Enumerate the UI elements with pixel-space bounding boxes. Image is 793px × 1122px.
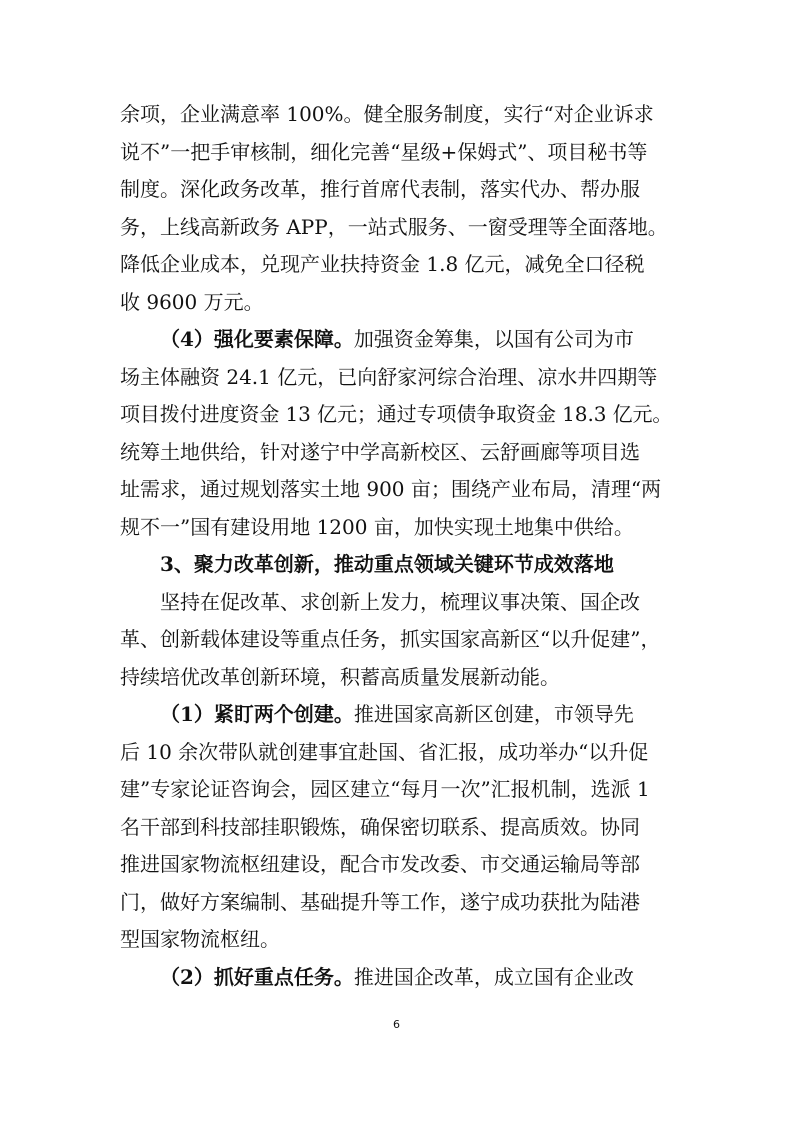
text-line [120,846,672,884]
text-line [120,171,672,209]
line-text: 型国家物流枢纽。 [120,927,280,951]
text-line [120,809,672,847]
text-line [120,284,672,322]
line-text: 加强资金筹集，以国有公司为市 [353,327,634,351]
line-text: 收 9600 万元。 [120,289,264,314]
text-line [120,434,672,472]
line-text: 坚持在促改革、求创新上发力，梳理议事决策、国企改 [160,589,640,614]
text-line [120,471,672,509]
text-line [120,246,672,284]
line-text: 项目拨付进度资金 13 亿元；通过专项债争取资金 18.3 亿元。 [120,402,673,426]
text-line [120,509,672,547]
line-text: 推进国家高新区创建，市领导先 [353,702,634,726]
line-text: 革、创新载体建设等重点任务，抓实国家高新区“以升促建”， [120,627,661,651]
text-line [120,621,672,659]
line-text: 推进国企改革，成立国有企业改 [353,964,634,989]
line-text: 场主体融资 24.1 亿元，已向舒家河综合治理、凉水井四期等 [120,364,658,389]
line-text: 余项，企业满意率 100%。健全服务制度，实行“对企业诉求 [120,102,654,126]
line-text: 规不一”国有建设用地 1200 亩，加快实现土地集中供给。 [120,514,634,539]
line-text: 制度。深化政务改革，推行首席代表制，落实代办、帮办服 [120,177,640,201]
text-line [120,584,672,622]
line-text: 降低企业成本，兑现产业扶持资金 1.8 亿元，减免全口径税 [120,252,645,276]
text-line [120,396,672,434]
line-text: 名干部到科技部挂职锻炼，确保密切联系、提高质效。协同 [120,814,640,839]
line-text: 址需求，通过规划落实土地 900 亩；围绕产业布局，清理“两 [120,477,662,501]
line-text: 建”专家论证咨询会，园区建立“每月一次”汇报机制，选派 1 [120,777,650,801]
text-line [120,884,672,922]
text-line [120,959,672,997]
line-text: 说不”一把手审核制，细化完善“星级+保姆式”、项目秘书等 [120,139,648,164]
text-line [120,134,672,172]
line-text: 后 10 余次带队就创建事宜赴国、省汇报，成功举办“以升促 [120,739,649,764]
paragraph-lead: （4）强化要素保障。 [160,327,354,351]
page-number: 6 [393,1018,400,1031]
text-line [120,321,672,359]
text-line [120,96,672,134]
text-line [120,209,672,247]
paragraph-lead: （2）抓好重点任务。 [160,964,354,989]
text-line [120,359,672,397]
paragraph-lead: （1）紧盯两个创建。 [160,702,354,726]
line-text: 3、聚力改革创新，推动重点领域关键环节成效落地 [160,552,614,576]
document-body [120,96,672,996]
line-text: 推进国家物流枢纽建设，配合市发改委、市交通运输局等部 [120,852,640,876]
text-line [120,696,672,734]
line-text: 统筹土地供给，针对遂宁中学高新校区、云舒画廊等项目选 [120,439,640,464]
line-text: 持续培优改革创新环境，积蓄高质量发展新动能。 [120,664,560,689]
text-line [120,659,672,697]
line-text: 务，上线高新政务 APP，一站式服务、一窗受理等全面落地。 [120,214,668,239]
text-line [120,921,672,959]
text-line [120,771,672,809]
line-text: 门，做好方案编制、基础提升等工作，遂宁成功获批为陆港 [120,889,640,914]
text-line [120,734,672,772]
section-heading [120,546,672,584]
